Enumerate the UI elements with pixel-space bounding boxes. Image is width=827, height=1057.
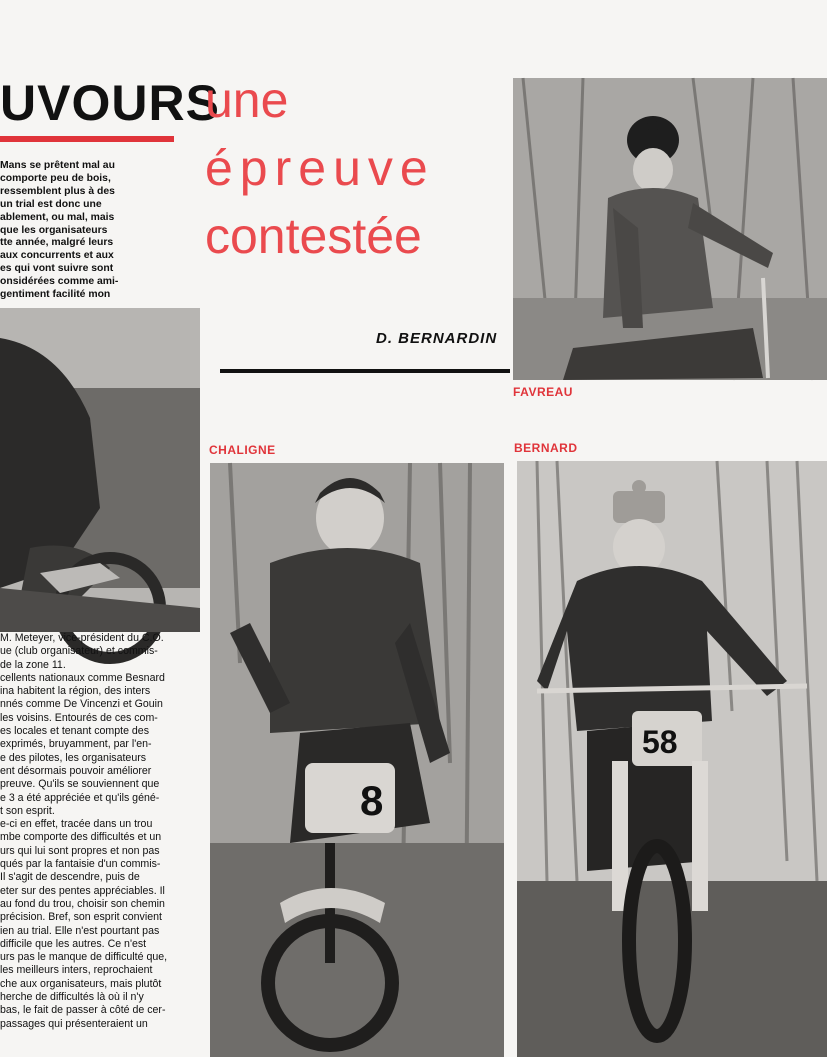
body-line: mbe comporte des difficultés et un — [0, 831, 162, 844]
body-line: les meilleurs inters, reprochaient — [0, 964, 153, 977]
body-line: exprimés, bruyamment, par l'en- — [0, 738, 152, 751]
body-line: preuve. Qu'ils se souviennent que — [0, 778, 160, 791]
body-line: les voisins. Entourés de ces com- — [0, 711, 158, 724]
body-line: précision. Bref, son esprit convient — [0, 911, 162, 924]
body-line: urs qui lui sont propres et non pas — [0, 844, 160, 857]
body-line: M. Meteyer, vice-président du C.O. — [0, 632, 164, 644]
body-line: urs pas le manque de difficulté que, — [0, 951, 168, 964]
author-byline: D. BERNARDIN — [376, 330, 498, 347]
author-rule — [220, 369, 510, 373]
intro-paragraph — [0, 160, 168, 302]
intro-line: Mans se prêtent mal au — [0, 160, 115, 171]
intro-line: ablement, ou mal, mais — [0, 211, 115, 223]
intro-line: tte année, malgré leurs — [0, 237, 114, 249]
body-line: qués par la fantaisie d'un commis- — [0, 858, 161, 871]
headline-line-2: épreuve — [205, 140, 435, 196]
headline — [205, 66, 515, 270]
caption-bernard: BERNARD — [514, 441, 578, 455]
body-line: ue (club organisateur) et commis- — [0, 645, 158, 658]
body-line: che aux organisateurs, mais plutôt — [0, 977, 162, 990]
body-line: e des pilotes, les organisateurs — [0, 751, 147, 764]
intro-line: un trial est donc une — [0, 198, 102, 210]
headline-line-1: une — [205, 72, 289, 128]
body-line: au fond du trou, choisir son chemin — [0, 897, 165, 910]
photo-favreau-drawing — [513, 78, 827, 380]
photo-bernard — [517, 461, 827, 1057]
body-line: e-ci en effet, tracée dans un trou — [0, 818, 153, 831]
body-line: e 3 a été appréciée et qu'ils géné- — [0, 791, 160, 804]
body-line: ien au trial. Elle n'est pourtant pas — [0, 924, 160, 937]
intro-line: gentiment facilité mon — [0, 289, 111, 301]
photo-chaligne — [210, 463, 504, 1057]
caption-chaligne: CHALIGNE — [209, 443, 276, 457]
intro-line: onsidérées comme ami- — [0, 276, 119, 288]
intro-line: aux concurrents et aux — [0, 250, 114, 262]
body-line: bas, le fait de passer à côté de cer- — [0, 1004, 166, 1017]
title-rule — [0, 136, 174, 142]
body-text — [0, 632, 212, 1031]
intro-line: ressemblent plus à des — [0, 185, 115, 197]
photo-francois — [0, 308, 200, 632]
body-line: t son esprit. — [0, 804, 55, 817]
intro-line: que les organisateurs — [0, 224, 108, 236]
photo-francois-drawing — [0, 308, 200, 632]
chaligne-bike-number: 8 — [360, 777, 384, 824]
body-line: eter sur des pentes appréciables. Il — [0, 884, 165, 897]
bernard-bike-number: 58 — [642, 724, 678, 760]
body-line: cellents nationaux comme Besnard — [0, 671, 165, 684]
body-line: ent désormais pouvoir améliorer — [0, 764, 152, 777]
photo-bernard-drawing — [517, 461, 827, 1057]
photo-favreau — [513, 78, 827, 380]
intro-line: es qui vont suivre sont — [0, 263, 114, 275]
body-line: ina habitent la région, des inters — [0, 685, 151, 698]
headline-line-3: contestée — [205, 208, 422, 264]
body-line: difficile que les autres. Ce n'est — [0, 937, 147, 950]
body-line: herche de difficultés là où il n'y — [0, 991, 144, 1004]
photo-chaligne-drawing — [210, 463, 504, 1057]
body-line: de la zone 11. — [0, 658, 66, 671]
caption-favreau: FAVREAU — [513, 385, 573, 399]
body-line: passages qui présenteraient un — [0, 1017, 148, 1030]
body-line: es locales et tenant compte des — [0, 725, 149, 738]
body-line: nnés comme De Vincenzi et Gouin — [0, 698, 163, 711]
intro-line: comporte peu de bois, — [0, 172, 111, 184]
section-title: UVOURS — [0, 75, 220, 131]
body-line: Il s'agit de descendre, puis de — [0, 871, 140, 884]
